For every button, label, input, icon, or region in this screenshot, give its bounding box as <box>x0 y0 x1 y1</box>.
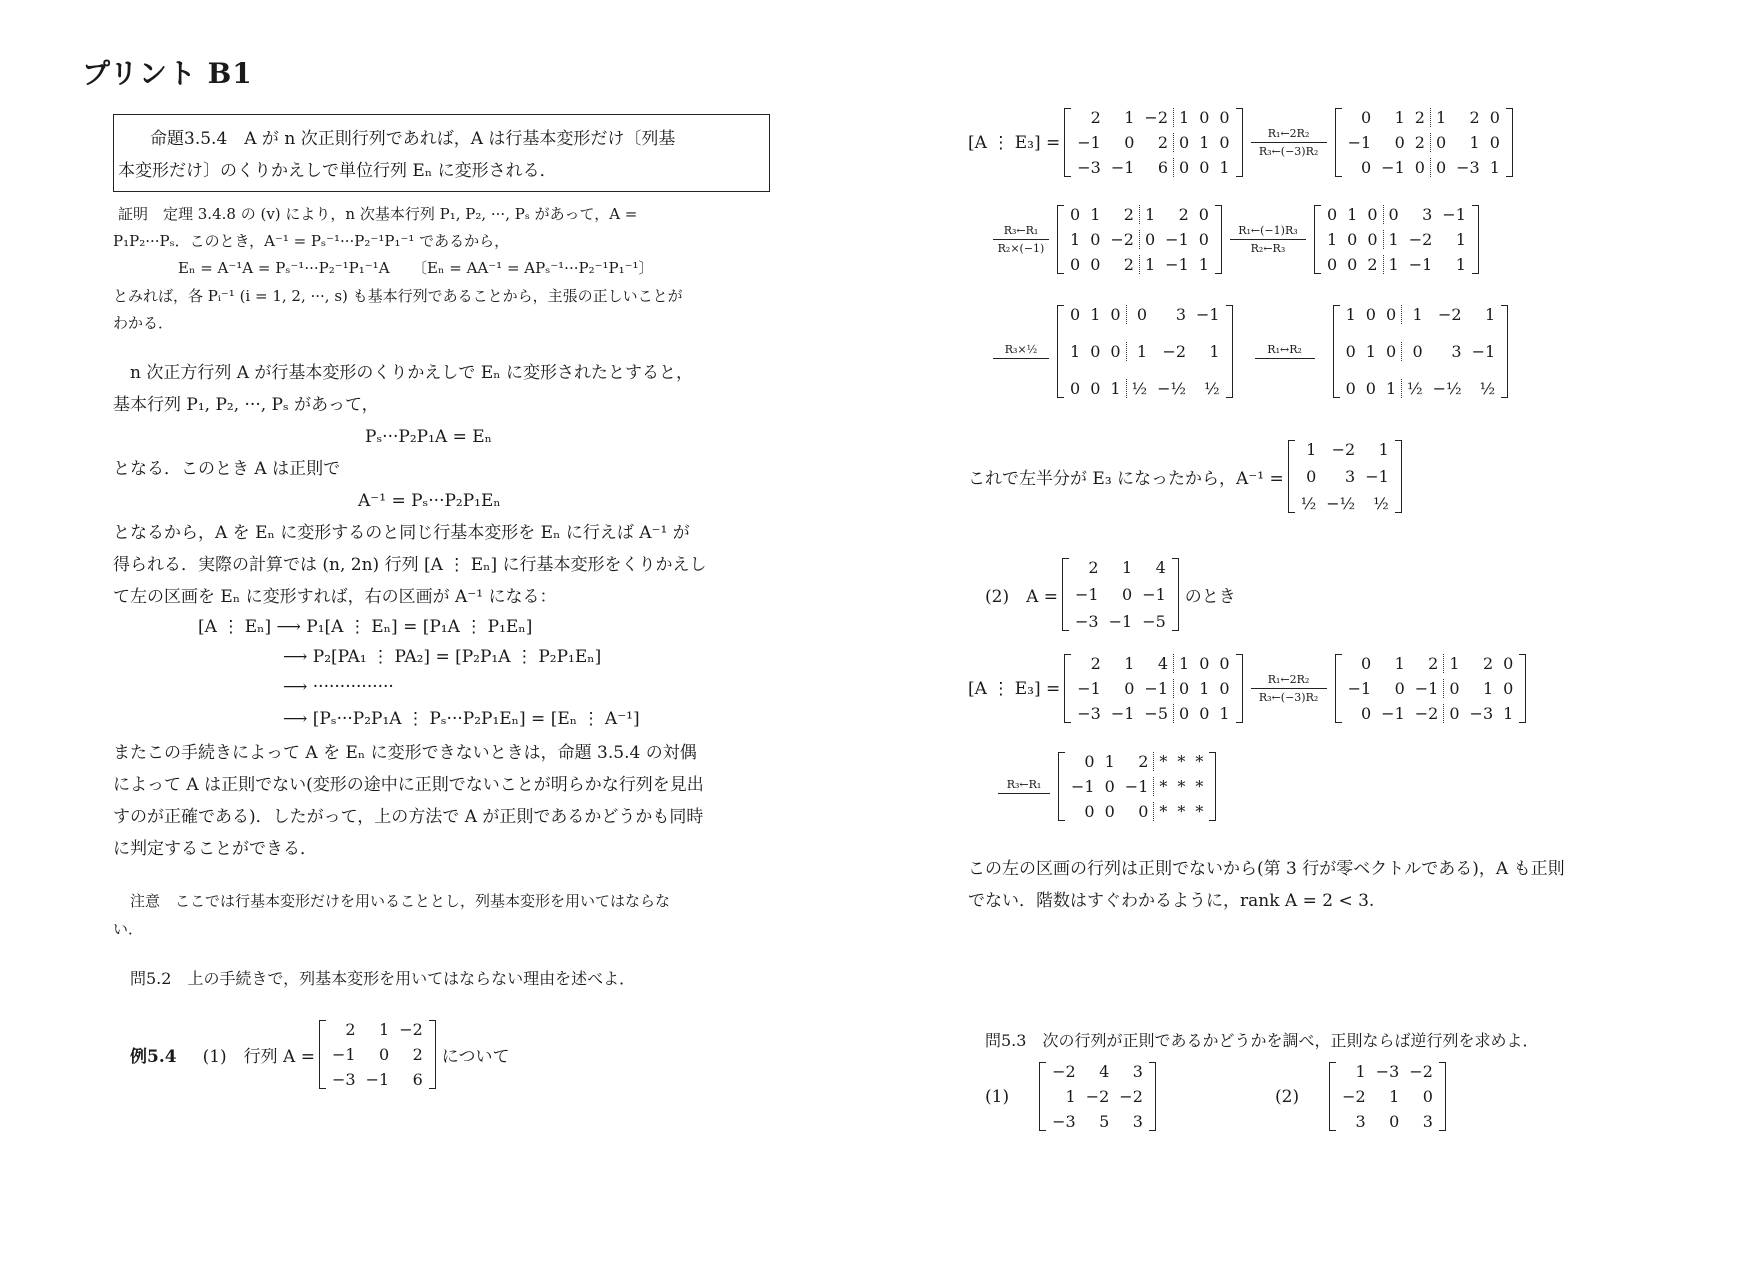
matrix-cell: 0 <box>1138 802 1149 821</box>
row-op-label: R₁←(−1)R₃ <box>1238 224 1298 237</box>
matrix-cell: * <box>1195 752 1204 771</box>
matrix-cell: 1 <box>1394 654 1405 673</box>
body-line: となる．このとき A は正則で <box>113 459 341 479</box>
row-op-label: R₃←(−3)R₂ <box>1258 691 1319 704</box>
matrix-cell: 1 <box>1209 342 1220 361</box>
matrix-cell: ½ <box>1479 379 1496 398</box>
matrix-cell: 1 <box>1198 255 1209 274</box>
matrix-cell: 0 <box>1360 158 1372 177</box>
matrix-cell: 0 <box>1394 133 1405 152</box>
matrix-cell: −1 <box>1071 777 1095 796</box>
matrix-cell: 1 <box>1090 305 1101 324</box>
note-line: い． <box>113 920 144 938</box>
augmented-row-1 <box>968 108 1513 177</box>
matrix-cell: −1 <box>1165 255 1189 274</box>
matrix-cell: 0 <box>1443 704 1464 723</box>
equation: ⟶ [Pₛ···P₂P₁A ⋮ Pₛ···P₂P₁Eₙ] = [Eₙ ⋮ A⁻¹] <box>283 709 640 729</box>
augmented-row-5 <box>990 752 1216 821</box>
matrix <box>1288 440 1402 513</box>
matrix-cell: −1 <box>365 1070 390 1089</box>
matrix-cell: −1 <box>1347 679 1372 698</box>
matrix <box>1333 305 1509 398</box>
proof-line: P₁P₂···Pₛ．このとき，A⁻¹ = Pₛ⁻¹···P₂⁻¹P₁⁻¹ であるから， <box>113 232 510 250</box>
matrix-cell: −2 <box>1162 342 1186 361</box>
matrix-cell: ½ <box>1401 379 1428 398</box>
matrix-cell: 1 <box>1199 133 1210 152</box>
matrix-cell: 0 <box>1360 108 1372 127</box>
matrix-cell: 0 <box>1326 255 1338 274</box>
example-5-4 <box>130 1020 509 1089</box>
matrix-cell: 1 <box>1219 704 1230 723</box>
matrix-cell: −3 <box>1456 158 1480 177</box>
body-line: て左の区画を Eₙ に変形すれば，右の区画が A⁻¹ になる： <box>113 587 557 607</box>
row-op-arrow <box>1255 343 1315 361</box>
row-op-label: R₁←2R₂ <box>1267 127 1310 140</box>
matrix-cell: 0 <box>1389 1112 1400 1131</box>
body-line: すのが正確である)．したがって，上の方法で A が正則であるかどうかも同時 <box>113 807 704 827</box>
matrix-cell: −1 <box>1077 133 1101 152</box>
part-label: (2) <box>1275 1086 1300 1107</box>
row-op-label: R₃×½ <box>1004 342 1038 356</box>
matrix-cell: 3 <box>1422 205 1433 224</box>
matrix-cell: −2 <box>1331 440 1356 459</box>
matrix-cell: 1 <box>1124 108 1135 127</box>
part-2-after: のとき <box>1184 587 1236 607</box>
matrix <box>1039 1062 1156 1131</box>
equation: Pₛ···P₂P₁A = Eₙ <box>365 427 492 447</box>
matrix-cell: * <box>1195 802 1204 821</box>
matrix-cell: 0 <box>1070 255 1081 274</box>
matrix-cell: 0 <box>1070 205 1081 224</box>
matrix-cell: 0 <box>1090 379 1101 398</box>
augmented-label: [A ⋮ E₃] = <box>968 678 1061 699</box>
matrix-cell: −3 <box>1077 704 1101 723</box>
body-line: またこの手続きによって A を Eₙ に変形できないときは，命題 3.5.4 の対偶 <box>113 743 697 763</box>
matrix-cell: 1 <box>1124 654 1135 673</box>
matrix-cell: 1 <box>1104 752 1115 771</box>
matrix-cell: 0 <box>1422 1087 1433 1106</box>
matrix-cell: 0 <box>379 1045 390 1064</box>
matrix-cell: 2 <box>1178 205 1189 224</box>
matrix-cell: −1 <box>332 1045 356 1064</box>
matrix-cell: 1 <box>1455 230 1466 249</box>
matrix-cell: 1 <box>1199 679 1210 698</box>
matrix <box>1058 752 1216 821</box>
matrix-cell: ½ <box>1300 494 1317 513</box>
augmented-row-3 <box>985 305 1508 398</box>
matrix-cell: 0 <box>1173 704 1194 723</box>
matrix-cell: 0 <box>1173 679 1194 698</box>
matrix-cell: 0 <box>1110 305 1121 324</box>
matrix-cell: −3 <box>1075 612 1099 631</box>
matrix-cell: 0 <box>1489 108 1500 127</box>
matrix-cell: 1 <box>1070 342 1081 361</box>
matrix-cell: 4 <box>1155 558 1166 577</box>
row-op-label: R₂×(−1) <box>997 242 1045 255</box>
question-5-3-part-1 <box>985 1062 1156 1131</box>
proof-line: 証明 定理 3.4.8 の (v) により，n 次基本行列 P₁, P₂, ···, Pₛ があって，A = <box>118 205 638 223</box>
matrix-cell: 0 <box>1365 305 1376 324</box>
matrix-cell: 0 <box>1199 108 1210 127</box>
matrix-cell: * <box>1177 752 1186 771</box>
matrix-cell: 0 <box>1345 342 1356 361</box>
matrix-cell: 0 <box>1199 704 1210 723</box>
matrix-cell: 0 <box>1219 108 1230 127</box>
matrix-cell: 2 <box>1157 133 1169 152</box>
matrix-cell: 1 <box>1065 1087 1076 1106</box>
matrix-cell: 0 <box>1367 205 1378 224</box>
matrix-cell: 4 <box>1099 1062 1110 1081</box>
matrix-cell: −1 <box>1075 585 1099 604</box>
matrix-cell: 0 <box>1122 585 1133 604</box>
row-op-arrow <box>993 343 1049 361</box>
matrix-cell: −1 <box>1471 342 1496 361</box>
matrix-cell: 1 <box>1345 305 1356 324</box>
body-line: に判定することができる． <box>113 839 317 859</box>
matrix-cell: −½ <box>1326 494 1356 513</box>
matrix-cell: 0 <box>1489 133 1500 152</box>
matrix-cell: 1 <box>1139 255 1160 274</box>
matrix-cell: 0 <box>1306 467 1317 486</box>
matrix-cell: 1 <box>1469 133 1480 152</box>
matrix-cell: 2 <box>1138 752 1149 771</box>
matrix-cell: 2 <box>1482 654 1494 673</box>
matrix-cell: −1 <box>1381 704 1405 723</box>
matrix-cell: −1 <box>1144 679 1169 698</box>
matrix-cell: 1 <box>1306 440 1317 459</box>
matrix-cell: 0 <box>1090 255 1101 274</box>
matrix-cell: * <box>1153 752 1172 771</box>
matrix-cell: −3 <box>332 1070 356 1089</box>
matrix-cell: 1 <box>1110 379 1121 398</box>
matrix-cell: 1 <box>1219 158 1230 177</box>
matrix-cell: 6 <box>412 1070 423 1089</box>
inverse-result <box>968 440 1402 513</box>
matrix-cell: 0 <box>1414 158 1425 177</box>
matrix <box>1064 108 1242 177</box>
equation: ⟶ P₂[PA₁ ⋮ PA₂] = [P₂P₁A ⋮ P₂P₁Eₙ] <box>283 647 602 667</box>
matrix-cell: 1 <box>1378 440 1389 459</box>
matrix-cell: −½ <box>1432 379 1462 398</box>
matrix-cell: 0 <box>1503 654 1514 673</box>
augmented-row-4 <box>968 654 1526 723</box>
part-2-label: (2) A = <box>985 587 1059 607</box>
matrix-cell: −5 <box>1142 612 1166 631</box>
matrix-cell: −2 <box>1119 1087 1143 1106</box>
matrix-cell: −1 <box>1365 467 1389 486</box>
matrix-cell: 0 <box>1124 679 1135 698</box>
matrix-cell: 3 <box>1355 1112 1366 1131</box>
matrix-cell: −1 <box>1124 777 1149 796</box>
matrix-cell: 1 <box>1443 654 1464 673</box>
matrix-cell: −3 <box>1469 704 1494 723</box>
equation: A⁻¹ = Pₛ···P₂P₁Eₙ <box>358 491 501 511</box>
matrix-cell: 1 <box>1383 255 1404 274</box>
matrix-cell: 0 <box>1173 158 1194 177</box>
matrix-cell: 0 <box>1367 230 1378 249</box>
matrix <box>319 1020 436 1089</box>
matrix-cell: −2 <box>1085 1087 1110 1106</box>
matrix-cell: 0 <box>1385 305 1397 324</box>
matrix-cell: 2 <box>412 1045 423 1064</box>
matrix-cell: −2 <box>399 1020 423 1039</box>
matrix-cell: 0 <box>1084 802 1095 821</box>
matrix-cell: 1 <box>1070 230 1081 249</box>
matrix-cell: 0 <box>1345 379 1356 398</box>
matrix-cell: −2 <box>1408 230 1433 249</box>
row-op-arrow <box>993 224 1049 255</box>
matrix-cell: 1 <box>1122 558 1133 577</box>
matrix-cell: 0 <box>1139 230 1160 249</box>
row-op-label: R₂←R₃ <box>1250 242 1286 255</box>
matrix-cell: 6 <box>1157 158 1169 177</box>
matrix-cell: 3 <box>1422 1112 1433 1131</box>
matrix-cell: 1 <box>1482 679 1494 698</box>
matrix-cell: ½ <box>1373 494 1389 513</box>
matrix-cell: 2 <box>1428 654 1439 673</box>
matrix-cell: 0 <box>1385 342 1397 361</box>
matrix <box>1329 1062 1446 1131</box>
matrix-cell: 5 <box>1099 1112 1110 1131</box>
matrix-cell: * <box>1177 802 1186 821</box>
matrix-cell: 0 <box>1430 133 1451 152</box>
matrix-cell: 2 <box>1090 654 1101 673</box>
augmented-label: [A ⋮ E₃] = <box>968 132 1061 153</box>
matrix-cell: −1 <box>1414 679 1439 698</box>
matrix-cell: −1 <box>1381 158 1405 177</box>
matrix-cell: 3 <box>1132 1062 1143 1081</box>
row-op-arrow <box>998 778 1050 796</box>
matrix-cell: 1 <box>1173 654 1194 673</box>
body-line: n 次正方行列 A が行基本変形のくりかえしで Eₙ に変形されたとすると， <box>130 363 694 383</box>
matrix-cell: 3 <box>1132 1112 1143 1131</box>
matrix-cell: 0 <box>1110 342 1121 361</box>
matrix-cell: −2 <box>1144 108 1169 127</box>
note-line: 注意 ここでは行基本変形だけを用いることとし，列基本変形を用いてはならな <box>130 892 671 910</box>
matrix-cell: −1 <box>1077 679 1101 698</box>
matrix-cell: 0 <box>1070 379 1081 398</box>
matrix-cell: 1 <box>1355 1062 1366 1081</box>
matrix-cell: 0 <box>1383 205 1404 224</box>
matrix-cell: −1 <box>1347 133 1372 152</box>
matrix-cell: 0 <box>1070 305 1081 324</box>
matrix-cell: 0 <box>1199 654 1210 673</box>
matrix-cell: 1 <box>1455 255 1466 274</box>
matrix-cell: 0 <box>1124 133 1135 152</box>
matrix-cell: −2 <box>1438 305 1462 324</box>
matrix-cell: 0 <box>1443 679 1464 698</box>
matrix-cell: 1 <box>1389 1087 1400 1106</box>
inverse-text: これで左半分が E₃ になったから，A⁻¹ = <box>968 469 1284 489</box>
matrix-cell: * <box>1153 802 1172 821</box>
proposition-line: 命題3.5.4 A が n 次正則行列であれば，A は行基本変形だけ〔列基 <box>150 129 676 149</box>
matrix <box>1335 108 1513 177</box>
matrix-cell: −2 <box>1052 1062 1076 1081</box>
example-part: (1) 行列 A = <box>202 1047 315 1067</box>
row-op-arrow <box>1230 224 1306 255</box>
row-op-label: R₃←(−3)R₂ <box>1258 145 1319 158</box>
matrix-cell: −2 <box>1342 1087 1366 1106</box>
matrix-cell: −1 <box>1108 612 1133 631</box>
matrix-cell: −5 <box>1144 704 1169 723</box>
equation: [A ⋮ Eₙ] ⟶ P₁[A ⋮ Eₙ] = [P₁A ⋮ P₁Eₙ] <box>198 617 533 637</box>
matrix-cell: 2 <box>1469 108 1480 127</box>
matrix-cell: −1 <box>1442 205 1466 224</box>
example-label: 例5.4 <box>130 1047 177 1067</box>
matrix-cell: 0 <box>1360 704 1372 723</box>
row-op-label: R₃←R₁ <box>1003 224 1039 237</box>
proof-line: Eₙ = A⁻¹A = Pₛ⁻¹···P₂⁻¹P₁⁻¹A 〔Eₙ = AA⁻¹ = APₛ⁻¹···P₂⁻¹P₁⁻¹〕 <box>178 259 654 277</box>
matrix-cell: 0 <box>1219 679 1230 698</box>
matrix <box>1057 205 1222 274</box>
matrix-cell: −1 <box>1408 255 1433 274</box>
question-5-2: 問5.2 上の手続きで，列基本変形を用いてはならない理由を述べよ． <box>130 969 636 988</box>
matrix-cell: ½ <box>1204 379 1220 398</box>
page-title: プリント B1 <box>82 57 253 90</box>
matrix-cell: 0 <box>1173 133 1194 152</box>
matrix <box>1062 558 1179 631</box>
matrix-cell: 1 <box>1126 342 1153 361</box>
matrix-cell: −3 <box>1375 1062 1400 1081</box>
matrix-cell: 0 <box>1401 342 1428 361</box>
matrix-cell: 0 <box>1326 205 1338 224</box>
matrix-cell: 2 <box>1123 255 1134 274</box>
matrix-cell: 0 <box>1104 777 1115 796</box>
equation: ⟶ ··············· <box>283 677 394 697</box>
body-line: となるから，A を Eₙ に変形するのと同じ行基本変形を Eₙ に行えば A⁻¹ が <box>113 523 690 543</box>
conclusion-line: この左の区画の行列は正則でないから(第 3 行が零ベクトルである)，A も正則 <box>968 859 1565 879</box>
matrix <box>1057 305 1233 398</box>
matrix-cell: 1 <box>1090 205 1101 224</box>
matrix-cell: 0 <box>1090 342 1101 361</box>
proof-line: とみれば，各 Pᵢ⁻¹ (i = 1, 2, ···, s) も基本行列であることから，主張の正しいことが <box>113 287 683 305</box>
matrix-cell: * <box>1177 777 1186 796</box>
part-label: (1) <box>985 1086 1010 1107</box>
matrix-cell: 2 <box>1367 255 1378 274</box>
matrix-cell: 1 <box>379 1020 390 1039</box>
matrix-cell: ½ <box>1126 379 1153 398</box>
matrix-cell: −1 <box>1110 704 1135 723</box>
matrix-cell: 1 <box>1326 230 1338 249</box>
matrix-cell: 0 <box>1347 255 1358 274</box>
matrix-cell: 1 <box>1365 342 1376 361</box>
matrix-cell: 1 <box>1139 205 1160 224</box>
matrix-cell: 1 <box>1347 205 1358 224</box>
example-after: について <box>441 1047 510 1067</box>
matrix-cell: 0 <box>1430 158 1451 177</box>
row-op-label: R₁↔R₂ <box>1267 342 1302 356</box>
question-5-3-part-2 <box>1275 1062 1446 1131</box>
matrix-cell: 0 <box>1219 133 1230 152</box>
matrix-cell: −2 <box>1409 1062 1433 1081</box>
proposition-line: 本変形だけ〕のくりかえしで単位行列 Eₙ に変形される． <box>118 161 557 181</box>
body-line: 得られる．実際の計算では (n, 2n) 行列 [A ⋮ Eₙ] に行基本変形をくりかえし <box>113 555 707 575</box>
matrix-cell: 0 <box>1365 379 1376 398</box>
matrix-cell: 0 <box>1126 305 1153 324</box>
matrix-cell: −1 <box>1110 158 1135 177</box>
augmented-row-2 <box>985 205 1479 274</box>
matrix-cell: 1 <box>1485 305 1496 324</box>
matrix-cell: 1 <box>1394 108 1405 127</box>
matrix-cell: * <box>1153 777 1172 796</box>
matrix-cell: * <box>1195 777 1204 796</box>
matrix-cell: −3 <box>1077 158 1101 177</box>
matrix-cell: 0 <box>1503 679 1514 698</box>
matrix-cell: 0 <box>1084 752 1095 771</box>
matrix-cell: 2 <box>345 1020 356 1039</box>
row-op-arrow <box>1251 127 1327 158</box>
matrix-cell: −1 <box>1196 305 1220 324</box>
body-line: 基本行列 P₁, P₂, ···, Pₛ があって， <box>113 395 379 415</box>
matrix-cell: 2 <box>1090 108 1101 127</box>
matrix-cell: −1 <box>1142 585 1166 604</box>
body-line: によって A は正則でない(変形の途中に正則でないことが明らかな行列を見出 <box>113 775 704 795</box>
matrix-cell: 2 <box>1088 558 1099 577</box>
matrix-cell: −½ <box>1157 379 1186 398</box>
matrix-cell: 0 <box>1104 802 1115 821</box>
matrix-cell: 3 <box>1345 467 1356 486</box>
matrix-cell: 0 <box>1198 230 1209 249</box>
matrix-cell: 1 <box>1430 108 1451 127</box>
matrix-cell: 0 <box>1199 158 1210 177</box>
matrix-cell: 0 <box>1347 230 1358 249</box>
matrix-cell: 1 <box>1401 305 1428 324</box>
row-op-label: R₃←R₁ <box>1006 777 1042 791</box>
matrix-cell: 0 <box>1394 679 1405 698</box>
question-5-3: 問5.3 次の行列が正則であるかどうかを調べ，正則ならば逆行列を求めよ． <box>985 1031 1539 1050</box>
matrix <box>1314 205 1479 274</box>
matrix-cell: 1 <box>1385 379 1397 398</box>
matrix-cell: 0 <box>1360 654 1372 673</box>
matrix-cell: −2 <box>1414 704 1439 723</box>
matrix-cell: 1 <box>1383 230 1404 249</box>
matrix-cell: 0 <box>1219 654 1230 673</box>
matrix-cell: 3 <box>1175 305 1186 324</box>
matrix-cell: 1 <box>1489 158 1500 177</box>
matrix-cell: −1 <box>1165 230 1189 249</box>
matrix-cell: 2 <box>1414 133 1425 152</box>
row-op-label: R₁←2R₂ <box>1267 673 1310 686</box>
matrix-cell: 2 <box>1123 205 1134 224</box>
matrix-cell: 0 <box>1198 205 1209 224</box>
matrix-cell: 1 <box>1503 704 1514 723</box>
matrix-cell: 4 <box>1157 654 1169 673</box>
conclusion-line: でない．階数はすぐわかるように，rank A = 2 < 3. <box>968 891 1375 911</box>
row-op-arrow <box>1251 673 1327 704</box>
matrix-cell: −2 <box>1110 230 1134 249</box>
matrix <box>1335 654 1527 723</box>
proof-line: わかる． <box>113 314 174 332</box>
part-2 <box>985 558 1236 631</box>
matrix-cell: −3 <box>1052 1112 1076 1131</box>
matrix-cell: 1 <box>1173 108 1194 127</box>
matrix <box>1064 654 1242 723</box>
matrix-cell: 0 <box>1090 230 1101 249</box>
matrix-cell: 3 <box>1451 342 1462 361</box>
matrix-cell: 2 <box>1414 108 1425 127</box>
